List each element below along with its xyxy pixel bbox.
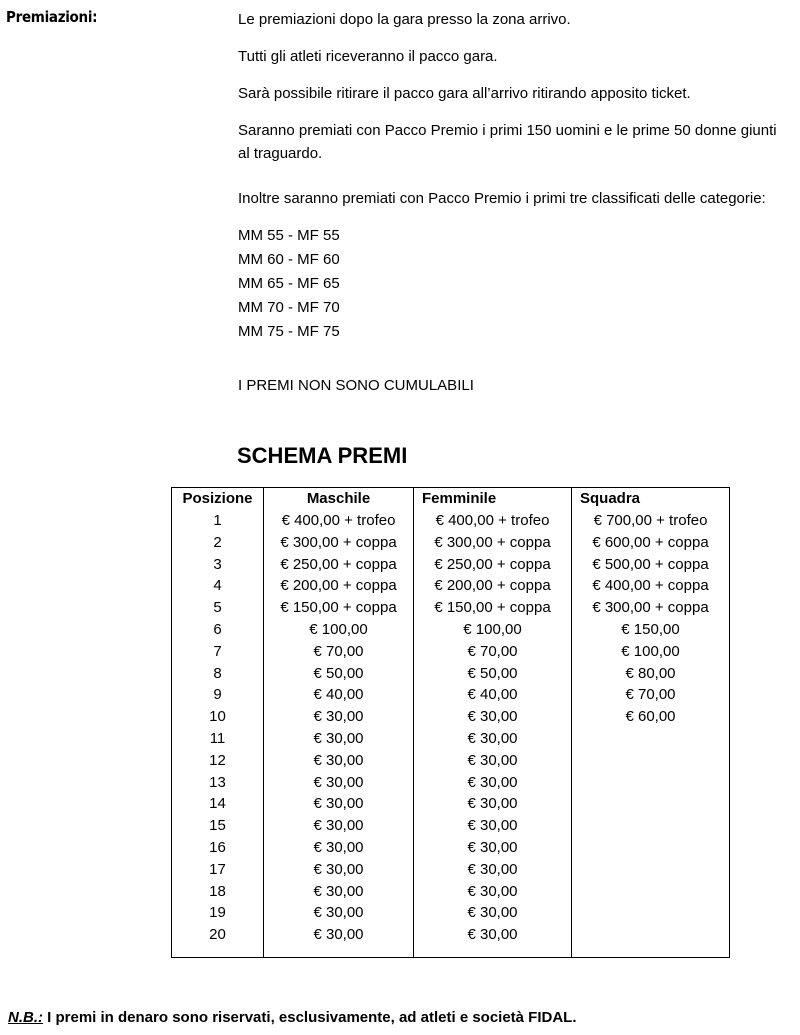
cell-female: € 30,00 <box>414 859 572 881</box>
header-position: Posizione <box>172 488 264 511</box>
cell-female: € 30,00 <box>414 881 572 903</box>
cell-male: € 300,00 + coppa <box>264 532 414 554</box>
table-row <box>172 663 730 685</box>
cell-position: 1 <box>172 510 264 532</box>
header-male: Maschile <box>264 488 414 511</box>
cell-position: 4 <box>172 575 264 597</box>
cell-male: € 30,00 <box>264 728 414 750</box>
cell-position: 18 <box>172 881 264 903</box>
cell-team <box>572 859 730 881</box>
cell-team: € 300,00 + coppa <box>572 597 730 619</box>
cell-team <box>572 902 730 924</box>
cell-female: € 250,00 + coppa <box>414 554 572 576</box>
footer-text: I premi in denaro sono riservati, esclusivamente, ad atleti e società FIDAL. <box>43 1009 577 1026</box>
cell-female: € 30,00 <box>414 728 572 750</box>
table-bottom-spacer <box>172 946 730 958</box>
paragraph-race-pack: Tutti gli atleti riceveranno il pacco gara. <box>238 48 498 65</box>
cell-female: € 30,00 <box>414 924 572 946</box>
table-row <box>172 641 730 663</box>
cell-team <box>572 793 730 815</box>
table-row <box>172 510 730 532</box>
table-row <box>172 554 730 576</box>
cell-team <box>572 728 730 750</box>
schema-title: SCHEMA PREMI <box>237 443 408 468</box>
cell-position: 2 <box>172 532 264 554</box>
cell-male: € 40,00 <box>264 684 414 706</box>
cell-position: 15 <box>172 815 264 837</box>
cell-team <box>572 815 730 837</box>
cell-male: € 30,00 <box>264 815 414 837</box>
table-row <box>172 728 730 750</box>
spacer-cell <box>264 946 414 958</box>
spacer-cell <box>172 946 264 958</box>
category-item: MM 75 - MF 75 <box>238 323 340 340</box>
category-item: MM 65 - MF 65 <box>238 275 340 292</box>
footer-note <box>8 1009 577 1026</box>
section-label: Premiazioni: <box>6 8 98 26</box>
table-row <box>172 881 730 903</box>
cell-female: € 400,00 + trofeo <box>414 510 572 532</box>
paragraph-ticket: Sarà possibile ritirare il pacco gara all’arrivo ritirando apposito ticket. <box>238 85 691 102</box>
cell-female: € 30,00 <box>414 750 572 772</box>
cell-female: € 30,00 <box>414 902 572 924</box>
cell-male: € 30,00 <box>264 837 414 859</box>
category-item: MM 70 - MF 70 <box>238 299 340 316</box>
cell-team: € 150,00 <box>572 619 730 641</box>
cell-position: 7 <box>172 641 264 663</box>
cell-female: € 100,00 <box>414 619 572 641</box>
table-row <box>172 793 730 815</box>
cell-male: € 100,00 <box>264 619 414 641</box>
cell-female: € 300,00 + coppa <box>414 532 572 554</box>
non-cumulative-notice: I PREMI NON SONO CUMULABILI <box>238 377 474 394</box>
cell-male: € 30,00 <box>264 793 414 815</box>
table-row <box>172 815 730 837</box>
cell-position: 10 <box>172 706 264 728</box>
category-list <box>238 224 788 344</box>
cell-position: 13 <box>172 772 264 794</box>
table-body <box>172 510 730 957</box>
cell-male: € 250,00 + coppa <box>264 554 414 576</box>
category-item: MM 55 - MF 55 <box>238 227 340 244</box>
table-row <box>172 597 730 619</box>
cell-team: € 700,00 + trofeo <box>572 510 730 532</box>
cell-team: € 80,00 <box>572 663 730 685</box>
prize-table <box>171 487 730 958</box>
table-row <box>172 575 730 597</box>
cell-female: € 30,00 <box>414 815 572 837</box>
cell-female: € 30,00 <box>414 837 572 859</box>
spacer-cell <box>414 946 572 958</box>
cell-team <box>572 924 730 946</box>
cell-male: € 200,00 + coppa <box>264 575 414 597</box>
content <box>238 8 788 397</box>
cell-position: 9 <box>172 684 264 706</box>
header-female: Femminile <box>414 488 572 511</box>
cell-female: € 200,00 + coppa <box>414 575 572 597</box>
cell-position: 19 <box>172 902 264 924</box>
cell-team <box>572 750 730 772</box>
cell-position: 20 <box>172 924 264 946</box>
table-row <box>172 772 730 794</box>
paragraph-prize-pack: Saranno premiati con Pacco Premio i primi 150 uomini e le prime 50 donne giunti al traguardo. <box>238 122 777 162</box>
cell-position: 16 <box>172 837 264 859</box>
cell-female: € 30,00 <box>414 793 572 815</box>
cell-team: € 100,00 <box>572 641 730 663</box>
table-row <box>172 706 730 728</box>
cell-female: € 40,00 <box>414 684 572 706</box>
cell-team: € 60,00 <box>572 706 730 728</box>
cell-position: 8 <box>172 663 264 685</box>
cell-female: € 50,00 <box>414 663 572 685</box>
cell-team: € 70,00 <box>572 684 730 706</box>
cell-team <box>572 837 730 859</box>
cell-male: € 50,00 <box>264 663 414 685</box>
cell-female: € 30,00 <box>414 772 572 794</box>
cell-male: € 30,00 <box>264 924 414 946</box>
cell-male: € 30,00 <box>264 902 414 924</box>
cell-position: 5 <box>172 597 264 619</box>
cell-male: € 400,00 + trofeo <box>264 510 414 532</box>
cell-team: € 500,00 + coppa <box>572 554 730 576</box>
cell-female: € 30,00 <box>414 706 572 728</box>
cell-team <box>572 881 730 903</box>
cell-team <box>572 772 730 794</box>
cell-female: € 70,00 <box>414 641 572 663</box>
table-row <box>172 924 730 946</box>
paragraph-arrival: Le premiazioni dopo la gara presso la zona arrivo. <box>238 11 571 28</box>
table-row <box>172 837 730 859</box>
footer-nb: N.B.: <box>8 1009 43 1026</box>
cell-position: 12 <box>172 750 264 772</box>
cell-team: € 600,00 + coppa <box>572 532 730 554</box>
table-header-row <box>172 488 730 511</box>
cell-position: 6 <box>172 619 264 641</box>
cell-male: € 150,00 + coppa <box>264 597 414 619</box>
category-item: MM 60 - MF 60 <box>238 251 340 268</box>
cell-male: € 70,00 <box>264 641 414 663</box>
table-row <box>172 750 730 772</box>
table-row <box>172 619 730 641</box>
header-team: Squadra <box>572 488 730 511</box>
cell-male: € 30,00 <box>264 706 414 728</box>
cell-position: 14 <box>172 793 264 815</box>
cell-female: € 150,00 + coppa <box>414 597 572 619</box>
cell-male: € 30,00 <box>264 750 414 772</box>
cell-position: 3 <box>172 554 264 576</box>
cell-male: € 30,00 <box>264 772 414 794</box>
cell-position: 17 <box>172 859 264 881</box>
spacer-cell <box>572 946 730 958</box>
cell-position: 11 <box>172 728 264 750</box>
cell-male: € 30,00 <box>264 881 414 903</box>
paragraph-categories: Inoltre saranno premiati con Pacco Premio i primi tre classificati delle categorie: <box>238 190 766 207</box>
table-row <box>172 684 730 706</box>
cell-male: € 30,00 <box>264 859 414 881</box>
table-row <box>172 902 730 924</box>
table-row <box>172 859 730 881</box>
cell-team: € 400,00 + coppa <box>572 575 730 597</box>
table-row <box>172 532 730 554</box>
